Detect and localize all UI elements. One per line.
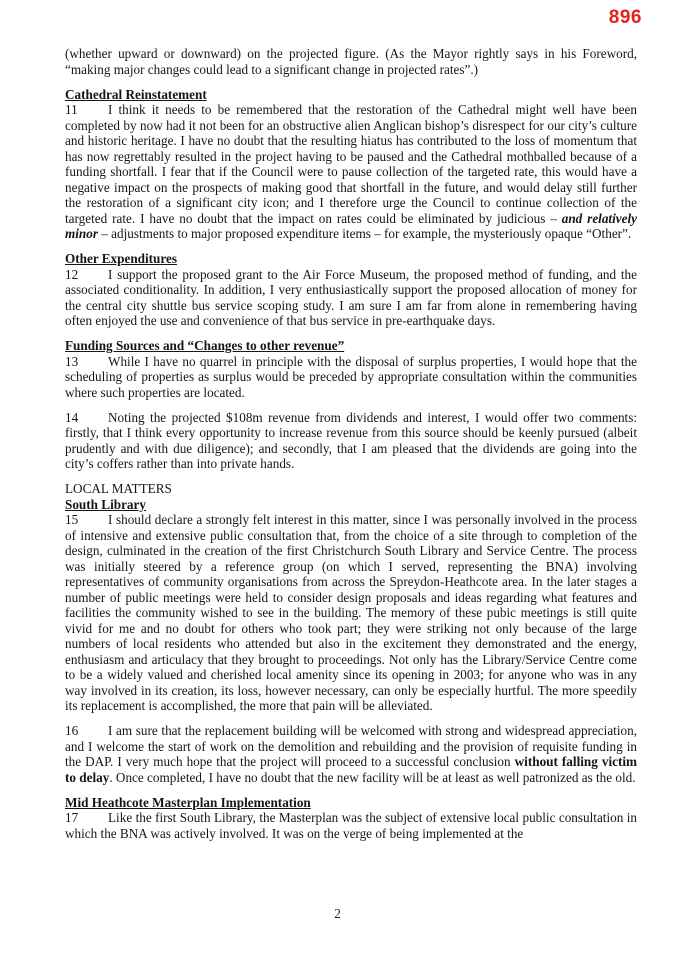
heading-other-expenditures: Other Expenditures [65,251,177,266]
paragraph-text: I should declare a strongly felt interest in this matter, since I was personally involved in the process of intensive and extensive public consultation that, from the choice of a site through to completion of the design, culminated in the creation of the first Christchurch South Library and Service Centre. The process was initially steered by a reference group (on which I served, representing the BNA) involving representatives of community organisations from across the Spreydon-Heathcote area. In the later stages a number of public meetings were held to consider design proposals and ideas regarding what features and facilities the community wished to see in the building. The memory of these pubic meetings is still quite vivid for me and no doubt for others who took part; they were striking not only because of the large numbers of local residents who attended but also in the excitement they demonstrated and the energy, enthusiasm and articulacy that they brought to proceedings. Not only has the Library/Service Centre come to be a widely valued and cherished local amenity since its opening in 2003; for anyone who was in any way involved in its creation, its loss, however necessary, can only be especially hurtful. The more speedily its replacement is accomplished, the more that pain will be alleviated. [65,512,637,713]
bold-text: without falling victim to delay [65,754,637,785]
paragraph-14 [65,410,637,472]
heading-funding-sources: Funding Sources and “Changes to other revenue” [65,338,345,353]
paragraph-text: While I have no quarrel in principle with the disposal of surplus properties, I would hope that the scheduling of properties as surplus would be preceded by appropriate consultation within the communities where such properties are located. [65,353,637,400]
footer-page-number: 2 [334,906,341,921]
heading-cathedral-reinstatement: Cathedral Reinstatement [65,86,207,102]
scan-page-number-stamp: 896 [608,7,642,28]
paragraph-text: – adjustments to major proposed expenditure items – for example, the mysteriously opaque “Other”. [97,226,632,241]
paragraph-16 [65,723,637,785]
paragraph-number: 12 [65,266,79,282]
paragraph-continuation [65,46,637,77]
document-content [65,46,637,851]
paragraph-13 [65,354,637,401]
paragraph-12 [65,267,637,329]
paragraph-number: 11 [65,102,78,117]
paragraph-number: 15 [65,512,79,527]
paragraph-11 [65,102,637,242]
paragraph-number: 14 [65,409,79,425]
paragraph-number: 17 [65,810,79,825]
paragraph-text: (whether upward or downward) on the projected figure. (As the Mayor rightly says in his Foreword, “making major changes could lead to a significant change in projected rates”.) [65,46,637,77]
paragraph-number: 16 [65,723,79,738]
paragraph-text: I think it needs to be remembered that the restoration of the Cathedral might well have been completed by now had it not been for an obstructive alien Anglican bishop’s disrespect for our city’s culture and historic heritage. I have no doubt that the resulting hiatus has contributed to the loss of momentum that has now regrettably resulted in the project having to be paused and the Cathedral mothballed because of a funding shortfall. I fear that if the Council were to pause collection of the targeted rate, this would have a negative impact on the prospects of making good that shortfall in the future, and would delay still further the restoration of a significant city icon; and I therefore urge the Council to continue collection of the targeted rate. I have no doubt that the impact on rates could be eliminated by judicious – [65,102,637,226]
emphasis-text: and relatively minor [65,210,637,241]
paragraph-text: Noting the projected $108m revenue from dividends and interest, I would offer two comments: firstly, that I think every opportunity to increase revenue from this source should be keenly pursued (albeit prudently and with due diligence); and secondly, that I am pleased that the dividends are going into the city’s coffers rather than into private hands. [65,409,637,471]
heading-south-library: South Library [65,496,146,512]
paragraph-text: I am sure that the replacement building will be welcomed with strong and widespread appreciation, and I welcome the start of work on the demolition and rebuilding and the provision of requisite funding in the DAP. I very much hope that the project will proceed to a successful conclusion [65,723,637,769]
paragraph-17 [65,810,637,841]
heading-local-matters: LOCAL MATTERS [65,481,172,496]
heading-mid-heathcote-masterplan: Mid Heathcote Masterplan Implementation [65,794,311,810]
paragraph-text: I support the proposed grant to the Air Force Museum, the proposed method of funding, and the associated conditionality. In addition, I very enthusiastically support the proposed allocation of money for the central city shuttle bus service scoping study. I am sure I am far from alone in remembering having often enjoyed the use and convenience of that bus service in pre-earthquake days. [65,266,637,328]
paragraph-15 [65,512,637,714]
paragraph-text: Like the first South Library, the Masterplan was the subject of extensive local public consultation in which the BNA was actively involved. It was on the verge of being implemented at the [65,810,637,841]
paragraph-number: 13 [65,353,79,369]
paragraph-text: . Once completed, I have no doubt that the new facility will be at least as well patronized as the old. [109,769,636,785]
